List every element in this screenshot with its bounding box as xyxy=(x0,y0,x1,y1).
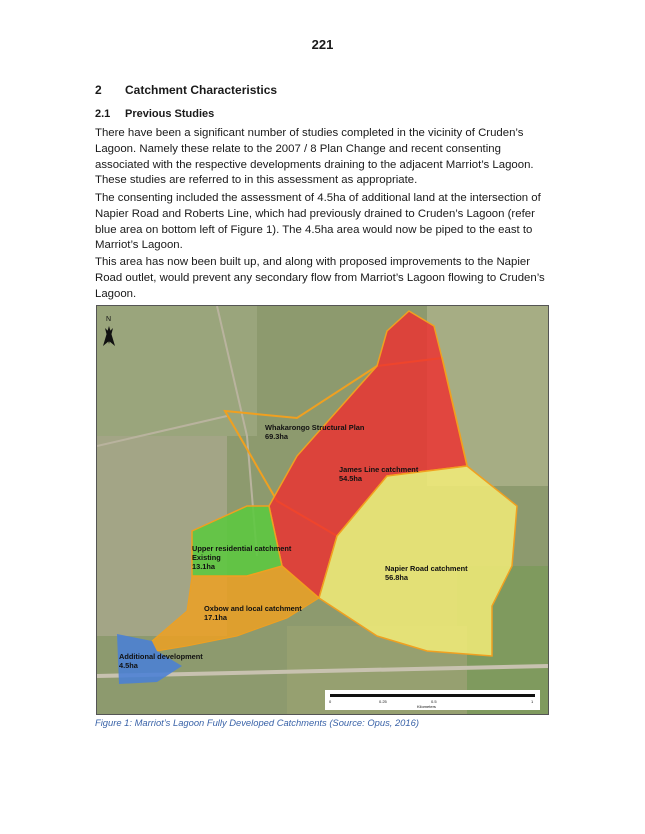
scale-tick-2: 0.5 xyxy=(431,699,437,704)
paragraph-3: This area has now been built up, and along with proposed improvements to the Napier Road outlet, would prevent any secondary flow from Marriot’s Lagoon flowing to Cruden’s Lagoon. xyxy=(95,256,545,300)
north-label: N xyxy=(106,316,112,323)
scale-unit: Kilometers xyxy=(417,704,436,709)
scale-tick-1: 0.25 xyxy=(379,699,387,704)
page-number: 221 xyxy=(311,37,334,52)
label-napier-road: Napier Road catchment xyxy=(385,564,468,573)
subsection-number: 2.1 xyxy=(95,108,111,120)
scale-bar xyxy=(325,690,540,710)
scale-bar-line xyxy=(330,694,535,697)
section-heading xyxy=(95,83,277,97)
label-james-line: James Line catchment xyxy=(339,465,419,474)
subsection-heading xyxy=(95,108,214,120)
paragraph-1: There have been a significant number of studies completed in the vicinity of Cruden’s Lagoon. Namely these relate to the 2007 / 8 Plan Change and recent consenting associated with the respective developments draining to the adjacent Marriot’s Lagoon. These studies are referred to in this assessment as appropriate. xyxy=(95,127,534,187)
figure-caption: Figure 1: Marriot’s Lagoon Fully Developed Catchments (Source: Opus, 2016) xyxy=(95,717,419,728)
label-upper-residential: Upper residential catchment xyxy=(192,544,292,553)
paragraph-2: The consenting included the assessment of 4.5ha of additional land at the intersection of Napier Road and Roberts Line, which had previously drained to Cruden’s Lagoon (refer blue area on bottom left of Figure 1). The 4.5ha area would now be piped to the east to Marriot’s Lagoon. xyxy=(95,192,541,252)
subsection-title: Previous Studies xyxy=(125,108,215,120)
label-upper-residential-area: 13.1ha xyxy=(192,562,216,571)
label-additional-development: Additional development xyxy=(119,652,203,661)
label-whakarongo-area: 69.3ha xyxy=(265,432,289,441)
label-oxbow: Oxbow and local catchment xyxy=(204,604,302,613)
scale-tick-3: 1 xyxy=(531,699,534,704)
label-james-line-area: 54.5ha xyxy=(339,474,363,483)
section-title: Catchment Characteristics xyxy=(125,83,278,97)
label-upper-residential-sub: Existing xyxy=(192,553,221,562)
label-whakarongo: Whakarongo Structural Plan xyxy=(265,423,365,432)
scale-tick-0: 0 xyxy=(329,699,332,704)
section-number: 2 xyxy=(95,83,102,97)
catchment-map xyxy=(96,305,549,715)
label-oxbow-area: 17.1ha xyxy=(204,613,228,622)
label-napier-road-area: 56.8ha xyxy=(385,573,409,582)
label-additional-development-area: 4.5ha xyxy=(119,661,138,670)
